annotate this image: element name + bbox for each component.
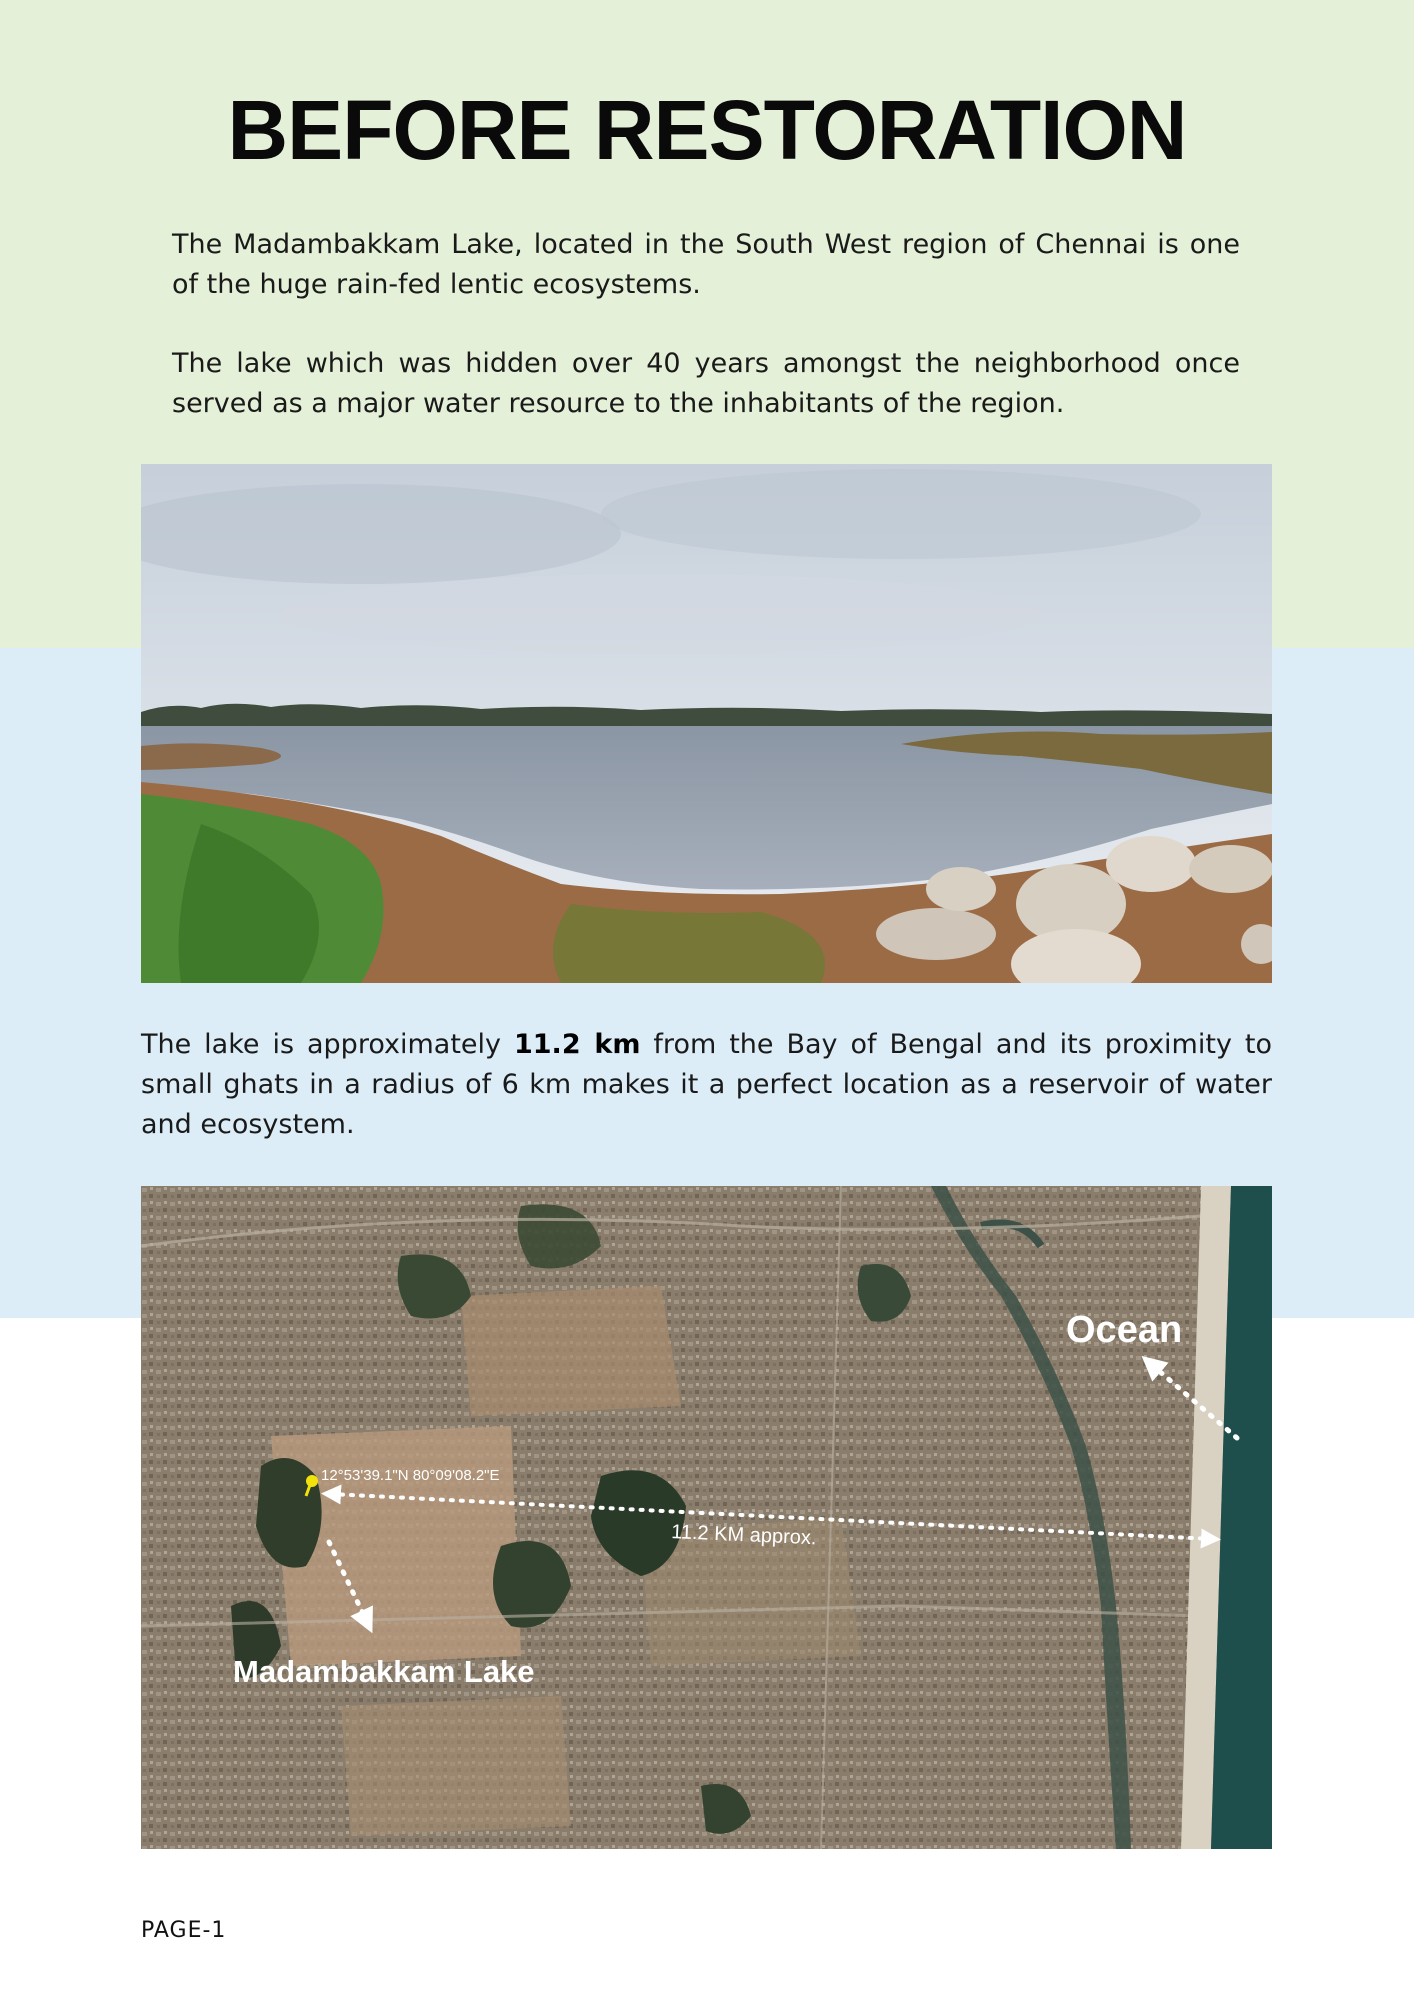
- lake-label: Madambakkam Lake: [233, 1654, 535, 1689]
- location-text-start: The lake is approximately: [141, 1029, 514, 1060]
- location-text-end: from the Bay of Bengal and its proximity to small ghats in a radius of 6 km makes it a perfect location as a reservoir of water and ecosystem.: [141, 1029, 1272, 1140]
- lake-photo: [141, 464, 1272, 983]
- satellite-map: [141, 1186, 1272, 1849]
- page-number: PAGE-1: [141, 1918, 227, 1943]
- page-title: BEFORE RESTORATION: [227, 83, 1187, 177]
- location-paragraph: [141, 1025, 1272, 1145]
- ocean-label: Ocean: [1066, 1309, 1183, 1351]
- intro-paragraph: The Madambakkam Lake, located in the South West region of Chennai is one of the huge rain-fed lentic ecosystems.: [172, 229, 1240, 300]
- history-paragraph: The lake which was hidden over 40 years amongst the neighborhood once served as a major water resource to the inhabitants of the region.: [172, 348, 1240, 419]
- coordinates-label: 12°53'39.1"N 80°09'08.2"E: [321, 1467, 500, 1484]
- distance-label: 11.2 KM approx.: [670, 1521, 817, 1550]
- distance-highlight: 11.2 km: [513, 1029, 641, 1060]
